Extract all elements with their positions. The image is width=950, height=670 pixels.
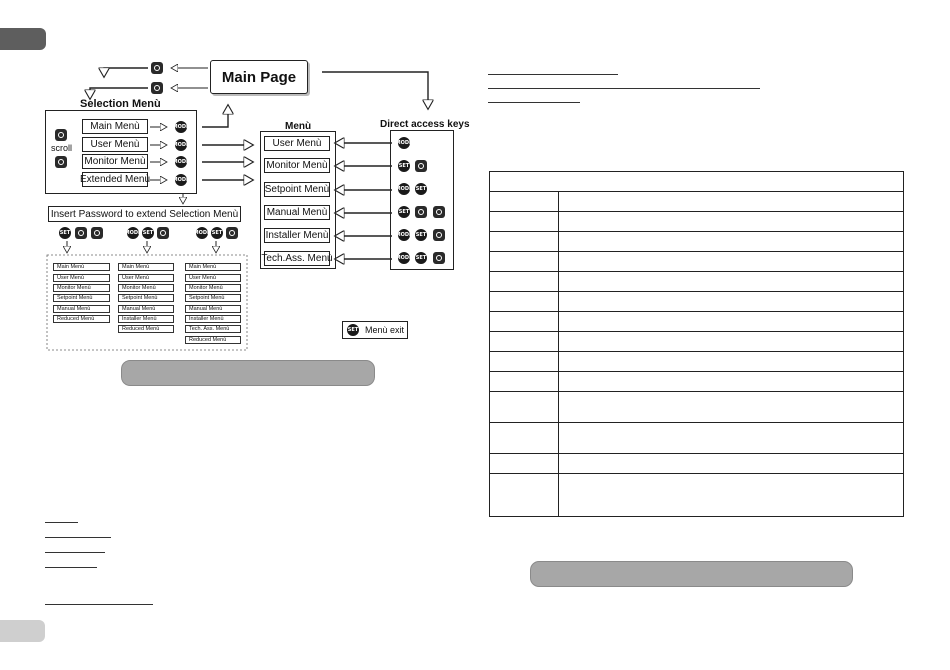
mode-key-icon: MODE — [175, 121, 187, 133]
text-line — [45, 537, 111, 538]
list3-item: Tech. Ass. Menù — [185, 325, 241, 333]
table-caption-pill — [530, 561, 853, 587]
set-key-icon: SET — [59, 227, 71, 239]
mode-key-icon: MODE — [175, 139, 187, 151]
selection-item-monitor[interactable]: Monitor Menù — [82, 154, 148, 169]
set-key-icon: SET — [398, 206, 410, 218]
minus-key-icon — [415, 160, 427, 172]
figure-caption-pill — [121, 360, 375, 386]
table-row — [490, 272, 904, 292]
table-row — [490, 352, 904, 372]
table-row — [490, 423, 904, 454]
set-key-icon: SET — [347, 324, 359, 336]
table-header-row — [490, 172, 904, 192]
plus-key-icon — [415, 206, 427, 218]
list1-item: Reduced Menù — [53, 315, 110, 323]
list1-item: Setpoint Menù — [53, 294, 110, 302]
table-row — [490, 312, 904, 332]
list2-item: Reduced Menù — [118, 325, 174, 333]
minus-key-icon — [157, 227, 169, 239]
set-key-icon: SET — [398, 160, 410, 172]
scroll-minus-icon — [55, 156, 67, 168]
table-row — [490, 454, 904, 474]
selection-item-extended[interactable]: Extended Menù — [79, 174, 151, 185]
menu-item-installer[interactable]: Installer Menù — [265, 230, 329, 241]
set-key-icon: SET — [142, 227, 154, 239]
insert-password-box[interactable]: Insert Password to extend Selection Menù — [48, 206, 241, 222]
key-minus-icon — [151, 82, 163, 94]
list1-item: Monitor Menù — [53, 284, 110, 292]
table-row — [490, 212, 904, 232]
list3-item: User Menù — [185, 274, 241, 282]
list3-item: Main Menù — [185, 263, 241, 271]
list3-item: Monitor Menù — [185, 284, 241, 292]
scroll-plus-icon — [55, 129, 67, 141]
mode-key-icon: MODE — [398, 229, 410, 241]
menu-column-panel — [260, 131, 336, 269]
table-row — [490, 252, 904, 272]
plus-key-icon — [226, 227, 238, 239]
list3-item: Manual Menù — [185, 305, 241, 313]
menu-item-monitor[interactable]: Monitor Menù — [264, 158, 330, 173]
main-page-box[interactable]: Main Page — [210, 60, 308, 94]
list2-item: Setpoint Menù — [118, 294, 174, 302]
text-line — [45, 567, 97, 568]
set-key-icon: SET — [415, 229, 427, 241]
table-row — [490, 332, 904, 352]
direct-access-panel — [390, 130, 454, 270]
menu-item-user[interactable]: User Menù — [264, 136, 330, 151]
text-line — [45, 522, 78, 523]
mode-key-icon: MODE — [398, 252, 410, 264]
menu-table — [489, 171, 904, 517]
menu-exit-label: Menù exit — [365, 325, 405, 335]
table-row — [490, 372, 904, 392]
menu-item-setpoint[interactable]: Setpoint Menù — [264, 184, 330, 195]
menu-column-title: Menù — [285, 121, 312, 132]
text-line — [488, 102, 580, 103]
list2-item: User Menù — [118, 274, 174, 282]
scroll-label: scroll — [51, 143, 73, 153]
table-row — [490, 392, 904, 423]
list2-item: Installer Menù — [118, 315, 174, 323]
list3-item: Reduced Menù — [185, 336, 241, 344]
mode-key-icon: MODE — [398, 183, 410, 195]
list1-item: Main Menù — [53, 263, 110, 271]
list2-item: Main Menù — [118, 263, 174, 271]
table-row — [490, 474, 904, 517]
table-row — [490, 192, 904, 212]
mode-key-icon: MODE — [175, 156, 187, 168]
list2-item: Monitor Menù — [118, 284, 174, 292]
minus-key-icon — [433, 229, 445, 241]
key-plus-icon — [151, 62, 163, 74]
page-tab-marker-bottom — [0, 620, 45, 642]
set-key-icon: SET — [211, 227, 223, 239]
list1-item: Manual Menù — [53, 305, 110, 313]
mode-key-icon: MODE — [127, 227, 139, 239]
menu-exit-box[interactable] — [342, 321, 408, 339]
text-line — [488, 74, 618, 75]
text-line — [45, 604, 153, 605]
table-row — [490, 232, 904, 252]
table-row — [490, 292, 904, 312]
set-key-icon: SET — [415, 183, 427, 195]
menu-item-manual[interactable]: Manual Menù — [264, 205, 330, 220]
text-line — [488, 88, 760, 89]
mode-key-icon: MODE — [196, 227, 208, 239]
text-line — [45, 552, 105, 553]
minus-key-icon — [433, 206, 445, 218]
selection-menu-title: Selection Menù — [80, 98, 161, 110]
mode-key-icon: MODE — [398, 137, 410, 149]
direct-access-title: Direct access keys — [380, 119, 470, 130]
minus-key-icon — [75, 227, 87, 239]
selection-item-user[interactable]: User Menù — [82, 137, 148, 152]
mode-key-icon: MODE — [175, 174, 187, 186]
list3-item: Installer Menù — [185, 315, 241, 323]
list2-item: Manual Menù — [118, 305, 174, 313]
set-key-icon: SET — [415, 252, 427, 264]
menu-item-techass[interactable]: Tech.Ass. Menù — [261, 253, 333, 264]
list3-item: Setpoint Menù — [185, 294, 241, 302]
list1-item: User Menù — [53, 274, 110, 282]
plus-key-icon — [91, 227, 103, 239]
selection-item-main[interactable]: Main Menù — [82, 119, 148, 134]
plus-key-icon — [433, 252, 445, 264]
